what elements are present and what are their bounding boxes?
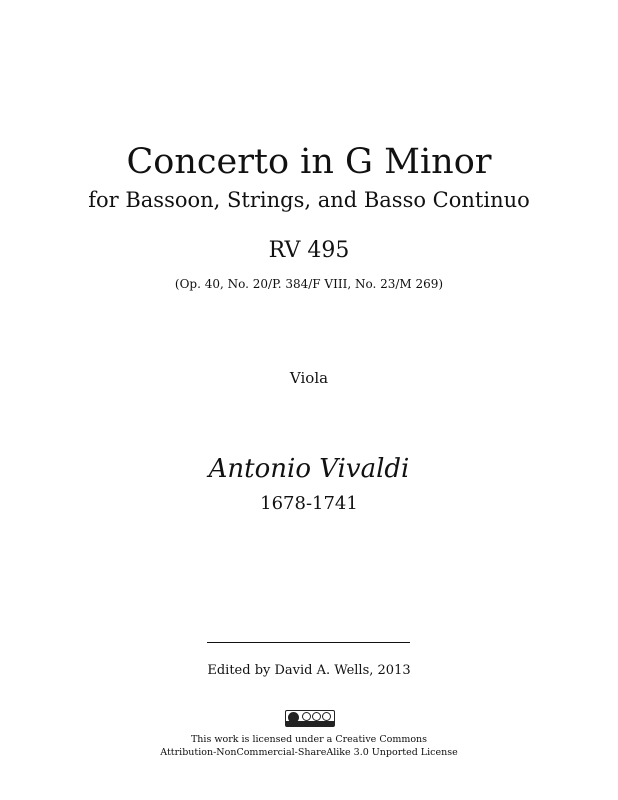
page-subtitle: for Bassoon, Strings, and Basso Continuo: [88, 188, 530, 212]
part-name: Viola: [289, 369, 329, 387]
opus-info: (Op. 40, No. 20/P. 384/F VIII, No. 23/M 269): [174, 277, 444, 291]
editor-credit: Edited by David A. Wells, 2013: [207, 663, 411, 678]
catalog-number: RV 495: [268, 238, 350, 263]
page-title: Concerto in G Minor: [126, 142, 492, 182]
noncommercial-icon: [312, 712, 321, 721]
attribution-icon: [302, 712, 311, 721]
license-text-line2: Attribution-NonCommercial-ShareAlike 3.0 Unported License: [160, 747, 458, 758]
divider-rule: [207, 642, 410, 643]
composer-dates: 1678-1741: [260, 493, 358, 514]
license-text-line1: This work is licensed under a Creative Commons: [190, 734, 428, 745]
composer-name: Antonio Vivaldi: [208, 454, 410, 484]
badge-band: [286, 721, 334, 726]
sharealike-icon: [322, 712, 331, 721]
creative-commons-by-nc-sa-icon: [285, 710, 335, 727]
